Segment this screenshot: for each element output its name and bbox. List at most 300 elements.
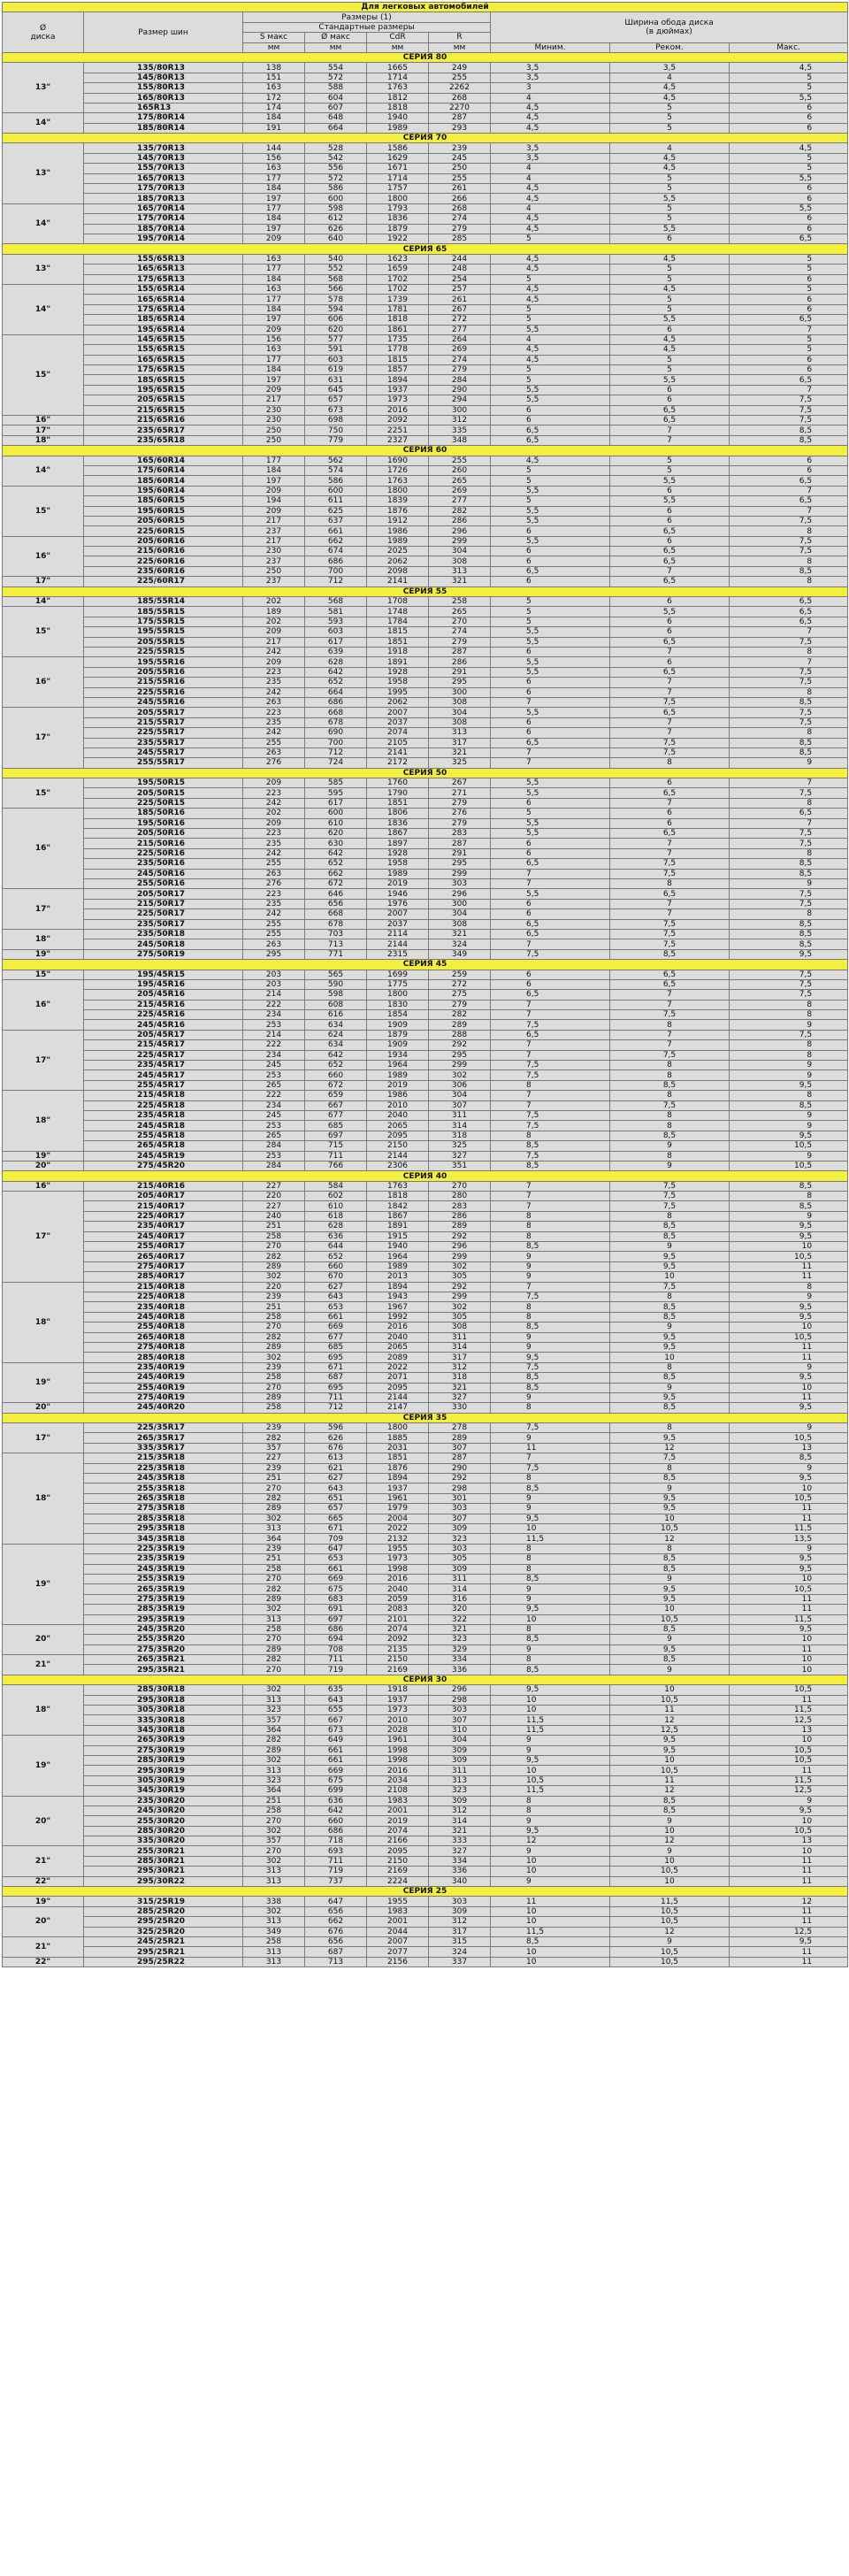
s-max: 223 xyxy=(243,788,305,798)
d-max: 598 xyxy=(305,990,367,1000)
cdr: 2065 xyxy=(367,1342,429,1352)
rim-rec: 9,5 xyxy=(610,1745,730,1755)
cdr: 1818 xyxy=(367,1192,429,1201)
s-max: 276 xyxy=(243,878,305,888)
s-max: 191 xyxy=(243,123,305,133)
d-max: 631 xyxy=(305,375,367,385)
rim-max: 7,5 xyxy=(730,899,848,908)
s-max: 184 xyxy=(243,365,305,375)
rim-max: 9 xyxy=(730,1362,848,1372)
rim-rec: 8,5 xyxy=(610,1806,730,1815)
cdr: 2251 xyxy=(367,426,429,435)
r: 299 xyxy=(429,1252,491,1261)
cdr: 2172 xyxy=(367,758,429,768)
cdr: 2098 xyxy=(367,566,429,576)
d-max: 669 xyxy=(305,1322,367,1332)
r: 323 xyxy=(429,1534,491,1544)
rim-max: 9,5 xyxy=(730,1937,848,1947)
series-label: СЕРИЯ 45 xyxy=(3,960,848,970)
tire-size: 295/25R22 xyxy=(84,1957,243,1966)
d-max: 668 xyxy=(305,909,367,919)
rim-min: 7 xyxy=(491,1091,610,1100)
rim-min: 8 xyxy=(491,1403,610,1413)
d-max: 613 xyxy=(305,1453,367,1463)
rim-min: 5 xyxy=(491,476,610,486)
table-row xyxy=(3,1353,848,1362)
cdr: 2315 xyxy=(367,949,429,959)
tire-size: 265/45R18 xyxy=(84,1141,243,1151)
table-row xyxy=(3,627,848,637)
table-row xyxy=(3,173,848,183)
rim-rec: 6,5 xyxy=(610,405,730,415)
s-max: 177 xyxy=(243,295,305,304)
cdr: 2059 xyxy=(367,1594,429,1604)
table-row xyxy=(3,1957,848,1966)
rim-max: 9 xyxy=(730,1061,848,1070)
r: 299 xyxy=(429,536,491,546)
r: 304 xyxy=(429,708,491,717)
tire-size: 255/45R18 xyxy=(84,1131,243,1140)
table-row xyxy=(3,224,848,234)
cdr: 1851 xyxy=(367,1453,429,1463)
r: 324 xyxy=(429,1947,491,1957)
table-row xyxy=(3,1192,848,1201)
rim-min: 5,5 xyxy=(491,637,610,647)
rim-max: 6 xyxy=(730,113,848,123)
r: 293 xyxy=(429,123,491,133)
tire-size: 295/25R21 xyxy=(84,1947,243,1957)
d-max: 695 xyxy=(305,1383,367,1392)
rim-rec: 7,5 xyxy=(610,748,730,757)
table-row xyxy=(3,375,848,385)
cdr: 1735 xyxy=(367,334,429,344)
table-row xyxy=(3,607,848,617)
rim-min: 9 xyxy=(491,1392,610,1402)
d-max: 642 xyxy=(305,667,367,677)
tire-size: 245/40R19 xyxy=(84,1373,243,1383)
rim-rec: 8 xyxy=(610,1544,730,1553)
rim-diameter: 15" xyxy=(3,778,84,809)
rim-min: 6,5 xyxy=(491,990,610,1000)
rim-rec: 6,5 xyxy=(610,526,730,536)
tire-size: 265/30R19 xyxy=(84,1736,243,1745)
rim-rec: 7,5 xyxy=(610,1192,730,1201)
rim-max: 10,5 xyxy=(730,1433,848,1443)
table-row xyxy=(3,1927,848,1936)
cdr: 2083 xyxy=(367,1605,429,1614)
rim-max: 11 xyxy=(730,1605,848,1614)
table-row xyxy=(3,687,848,697)
d-max: 669 xyxy=(305,1766,367,1775)
rim-min: 5 xyxy=(491,315,610,325)
tire-size: 165/60R14 xyxy=(84,456,243,465)
table-row xyxy=(3,1706,848,1715)
rim-max: 8 xyxy=(730,687,848,697)
tire-size: 255/30R20 xyxy=(84,1816,243,1826)
cdr: 1861 xyxy=(367,325,429,334)
rim-max: 11 xyxy=(730,1957,848,1966)
rim-diameter: 16" xyxy=(3,416,84,426)
rim-max: 5 xyxy=(730,73,848,82)
s-max: 197 xyxy=(243,194,305,203)
r: 275 xyxy=(429,990,491,1000)
rim-rec: 5 xyxy=(610,113,730,123)
rim-max: 5 xyxy=(730,164,848,173)
s-max: 364 xyxy=(243,1786,305,1796)
rim-rec: 12 xyxy=(610,1927,730,1936)
s-max: 237 xyxy=(243,577,305,586)
rim-min: 8 xyxy=(491,1222,610,1231)
d-max: 685 xyxy=(305,1121,367,1131)
rim-min: 5,5 xyxy=(491,325,610,334)
d-max: 653 xyxy=(305,1554,367,1564)
rim-rec: 11 xyxy=(610,1775,730,1785)
d-max: 620 xyxy=(305,325,367,334)
tire-size: 225/40R17 xyxy=(84,1211,243,1221)
rim-rec: 7,5 xyxy=(610,1181,730,1191)
r: 317 xyxy=(429,738,491,748)
r: 283 xyxy=(429,829,491,839)
rim-max: 6 xyxy=(730,194,848,203)
r: 312 xyxy=(429,1806,491,1815)
rim-min: 10 xyxy=(491,1856,610,1866)
rim-min: 3,5 xyxy=(491,153,610,163)
cdr: 2007 xyxy=(367,708,429,717)
d-max: 661 xyxy=(305,526,367,536)
table-body xyxy=(3,52,848,1966)
s-max: 258 xyxy=(243,1403,305,1413)
cdr: 1854 xyxy=(367,1010,429,1020)
table-row xyxy=(3,1554,848,1564)
d-max: 624 xyxy=(305,1030,367,1039)
r: 303 xyxy=(429,1706,491,1715)
rim-max: 13 xyxy=(730,1725,848,1735)
d-max: 652 xyxy=(305,1061,367,1070)
rim-max: 6,5 xyxy=(730,597,848,607)
rim-max: 7,5 xyxy=(730,405,848,415)
rim-min: 4,5 xyxy=(491,284,610,294)
s-max: 251 xyxy=(243,1554,305,1564)
d-max: 618 xyxy=(305,1211,367,1221)
cdr: 2092 xyxy=(367,1635,429,1644)
tire-size: 335/30R18 xyxy=(84,1715,243,1725)
table-row xyxy=(3,1937,848,1947)
r: 322 xyxy=(429,1614,491,1624)
rim-max: 7,5 xyxy=(730,667,848,677)
cdr: 2022 xyxy=(367,1523,429,1533)
rim-min: 7,5 xyxy=(491,1110,610,1120)
r: 285 xyxy=(429,234,491,243)
s-max: 184 xyxy=(243,274,305,284)
rim-max: 10 xyxy=(730,1655,848,1665)
cdr: 1836 xyxy=(367,818,429,828)
series-label: СЕРИЯ 35 xyxy=(3,1413,848,1422)
rim-max: 5,5 xyxy=(730,203,848,213)
rim-rec: 7 xyxy=(610,566,730,576)
d-max: 672 xyxy=(305,1080,367,1090)
tire-size: 275/50R19 xyxy=(84,949,243,959)
d-max: 581 xyxy=(305,607,367,617)
rim-rec: 7,5 xyxy=(610,929,730,939)
r: 321 xyxy=(429,1383,491,1392)
d-max: 552 xyxy=(305,264,367,274)
rim-rec: 7 xyxy=(610,848,730,858)
s-max: 251 xyxy=(243,1302,305,1312)
r-header: R xyxy=(429,33,491,42)
rim-max-header: Макс. xyxy=(730,42,848,52)
table-row xyxy=(3,416,848,426)
rim-diameter: 15" xyxy=(3,607,84,657)
table-row xyxy=(3,648,848,657)
d-max: 678 xyxy=(305,919,367,929)
d-max: 628 xyxy=(305,1222,367,1231)
table-row xyxy=(3,1110,848,1120)
cdr: 1894 xyxy=(367,1282,429,1292)
rim-min: 7 xyxy=(491,1201,610,1211)
s-max: 138 xyxy=(243,63,305,73)
r: 255 xyxy=(429,456,491,465)
tire-size: 175/65R15 xyxy=(84,365,243,375)
tire-size: 265/35R19 xyxy=(84,1584,243,1594)
tire-size: 215/40R16 xyxy=(84,1181,243,1191)
r: 287 xyxy=(429,648,491,657)
tire-size: 285/40R18 xyxy=(84,1353,243,1362)
cdr: 2022 xyxy=(367,1362,429,1372)
rim-rec: 10 xyxy=(610,1685,730,1695)
r: 287 xyxy=(429,839,491,848)
rim-width-title: Ширина обода диска xyxy=(624,18,714,27)
cdr: 1818 xyxy=(367,103,429,112)
rim-rec: 9,5 xyxy=(610,1493,730,1503)
d-max: 586 xyxy=(305,476,367,486)
tire-size: 265/35R17 xyxy=(84,1433,243,1443)
d-max: 627 xyxy=(305,1474,367,1484)
tire-size: 195/60R14 xyxy=(84,486,243,495)
tire-size: 215/60R16 xyxy=(84,547,243,556)
s-max: 209 xyxy=(243,385,305,395)
r: 264 xyxy=(429,334,491,344)
table-row xyxy=(3,1282,848,1292)
rim-max: 7 xyxy=(730,385,848,395)
d-max: 586 xyxy=(305,184,367,194)
table-row xyxy=(3,1796,848,1806)
rim-min: 9 xyxy=(491,1745,610,1755)
d-max: 675 xyxy=(305,1584,367,1594)
cdr: 1818 xyxy=(367,315,429,325)
rim-rec: 5 xyxy=(610,465,730,475)
cdr-header: CdR xyxy=(367,33,429,42)
table-row xyxy=(3,1594,848,1604)
d-max: 639 xyxy=(305,648,367,657)
rim-diameter: 15" xyxy=(3,486,84,536)
r: 296 xyxy=(429,526,491,536)
cdr: 1964 xyxy=(367,1061,429,1070)
rim-rec: 6 xyxy=(610,818,730,828)
rim-rec: 5,5 xyxy=(610,476,730,486)
rim-min: 7,5 xyxy=(491,1463,610,1473)
tire-size: 305/30R18 xyxy=(84,1706,243,1715)
table-row xyxy=(3,325,848,334)
series-label: СЕРИЯ 30 xyxy=(3,1675,848,1684)
d-max: 700 xyxy=(305,566,367,576)
d-max: 673 xyxy=(305,405,367,415)
rim-rec: 5 xyxy=(610,103,730,112)
s-max: 251 xyxy=(243,1796,305,1806)
tire-size: 215/35R18 xyxy=(84,1453,243,1463)
rim-rec: 8 xyxy=(610,1423,730,1433)
table-row xyxy=(3,1484,848,1493)
rim-min: 6 xyxy=(491,979,610,989)
rim-min: 7,5 xyxy=(491,1292,610,1302)
cdr: 1940 xyxy=(367,113,429,123)
tire-size: 225/45R18 xyxy=(84,1100,243,1110)
table-row xyxy=(3,728,848,738)
tire-size: 245/55R16 xyxy=(84,697,243,707)
rim-min: 5,5 xyxy=(491,708,610,717)
tire-size-table xyxy=(2,2,848,1967)
rim-diameter: 17" xyxy=(3,1030,84,1090)
cdr: 1976 xyxy=(367,899,429,908)
rim-min: 9 xyxy=(491,1736,610,1745)
tire-size: 175/55R15 xyxy=(84,617,243,626)
rim-rec: 7 xyxy=(610,678,730,687)
table-row xyxy=(3,829,848,839)
d-max: 660 xyxy=(305,1070,367,1080)
tire-size: 225/50R15 xyxy=(84,798,243,808)
rim-rec: 6 xyxy=(610,506,730,516)
d-max: 694 xyxy=(305,1635,367,1644)
rim-rec: 8 xyxy=(610,1211,730,1221)
cdr: 1986 xyxy=(367,526,429,536)
d-max: 766 xyxy=(305,1161,367,1170)
cdr: 1940 xyxy=(367,1242,429,1252)
d-max: 671 xyxy=(305,1362,367,1372)
rim-min: 7 xyxy=(491,1181,610,1191)
cdr: 1989 xyxy=(367,123,429,133)
rim-diameter: 13" xyxy=(3,254,84,284)
cdr: 1909 xyxy=(367,1040,429,1050)
cdr: 1937 xyxy=(367,385,429,395)
rim-diameter: 16" xyxy=(3,1181,84,1191)
rim-min: 8,5 xyxy=(491,1141,610,1151)
d-max: 591 xyxy=(305,345,367,355)
rim-rec: 6 xyxy=(610,486,730,495)
rim-min: 9 xyxy=(491,1493,610,1503)
rim-min: 6,5 xyxy=(491,929,610,939)
table-row xyxy=(3,304,848,314)
rim-min: 7,5 xyxy=(491,1121,610,1131)
d-max: 713 xyxy=(305,939,367,949)
s-max: 253 xyxy=(243,1121,305,1131)
table-row xyxy=(3,1876,848,1886)
rim-diameter: 21" xyxy=(3,1937,84,1958)
cdr: 1842 xyxy=(367,1201,429,1211)
r: 298 xyxy=(429,1484,491,1493)
tire-size: 285/30R18 xyxy=(84,1685,243,1695)
rim-min: 6 xyxy=(491,839,610,848)
rim-rec: 4,5 xyxy=(610,254,730,264)
rim-min: 9,5 xyxy=(491,1826,610,1836)
d-max: 634 xyxy=(305,1020,367,1030)
s-max: 217 xyxy=(243,395,305,405)
tire-size: 275/35R20 xyxy=(84,1644,243,1654)
tire-size: 225/40R18 xyxy=(84,1292,243,1302)
table-row xyxy=(3,1100,848,1110)
cdr: 1800 xyxy=(367,990,429,1000)
cdr: 2108 xyxy=(367,1786,429,1796)
rim-rec: 12,5 xyxy=(610,1725,730,1735)
tire-size: 205/45R16 xyxy=(84,990,243,1000)
table-row xyxy=(3,1614,848,1624)
rim-min: 5 xyxy=(491,809,610,818)
rim-min: 4,5 xyxy=(491,345,610,355)
cdr: 2040 xyxy=(367,1332,429,1342)
cdr: 2327 xyxy=(367,435,429,445)
r: 333 xyxy=(429,1836,491,1846)
d-max: 711 xyxy=(305,1392,367,1402)
s-max: 270 xyxy=(243,1665,305,1675)
rim-rec: 6,5 xyxy=(610,970,730,979)
cdr: 1867 xyxy=(367,829,429,839)
rim-min: 9 xyxy=(491,1332,610,1342)
rim-rec: 8 xyxy=(610,1292,730,1302)
tire-size: 235/60R16 xyxy=(84,566,243,576)
rim-rec: 8 xyxy=(610,1070,730,1080)
r: 330 xyxy=(429,1403,491,1413)
s-max: 313 xyxy=(243,1867,305,1876)
rim-diameter: 19" xyxy=(3,1544,84,1624)
d-max: 662 xyxy=(305,869,367,878)
cdr: 1839 xyxy=(367,496,429,506)
rim-rec: 9,5 xyxy=(610,1736,730,1745)
tire-size: 165/70R14 xyxy=(84,203,243,213)
tire-size: 245/55R17 xyxy=(84,748,243,757)
table-row xyxy=(3,1624,848,1634)
rim-rec: 10,5 xyxy=(610,1523,730,1533)
s-max: 245 xyxy=(243,1061,305,1070)
s-max: 234 xyxy=(243,1100,305,1110)
cdr: 1992 xyxy=(367,1312,429,1322)
cdr: 1928 xyxy=(367,848,429,858)
d-max: 617 xyxy=(305,798,367,808)
table-row xyxy=(3,1181,848,1191)
tire-size: 265/40R17 xyxy=(84,1252,243,1261)
rim-max: 9 xyxy=(730,1121,848,1131)
r: 254 xyxy=(429,274,491,284)
rim-max: 9 xyxy=(730,758,848,768)
table-row xyxy=(3,274,848,284)
tire-size: 245/35R20 xyxy=(84,1624,243,1634)
rim-max: 7,5 xyxy=(730,516,848,525)
r: 304 xyxy=(429,1091,491,1100)
r: 308 xyxy=(429,1322,491,1332)
table-row xyxy=(3,1897,848,1906)
d-max: 620 xyxy=(305,829,367,839)
d-max: 637 xyxy=(305,516,367,525)
rim-min: 9 xyxy=(491,1342,610,1352)
r: 248 xyxy=(429,264,491,274)
cdr: 1748 xyxy=(367,607,429,617)
rim-rec: 6 xyxy=(610,516,730,525)
s-max: 209 xyxy=(243,234,305,243)
rim-rec: 7,5 xyxy=(610,697,730,707)
rim-rec: 6 xyxy=(610,325,730,334)
cdr: 2132 xyxy=(367,1534,429,1544)
cdr: 1955 xyxy=(367,1544,429,1553)
rim-min: 6,5 xyxy=(491,566,610,576)
d-max: 608 xyxy=(305,1000,367,1009)
rim-rec: 9 xyxy=(610,1635,730,1644)
